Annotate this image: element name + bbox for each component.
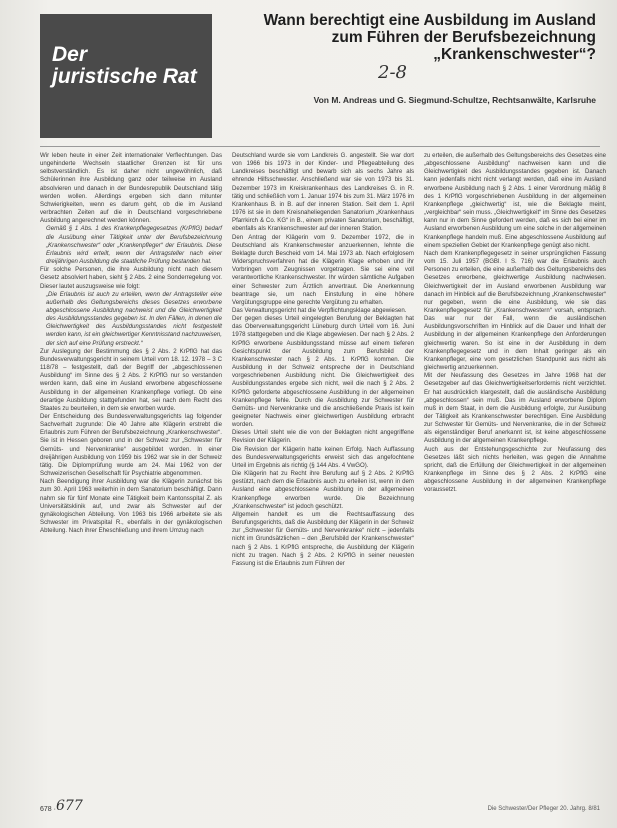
paragraph: Allgemein handelt es um die Rechtsauffassung des Berufungsgerichts, daß die Ausbildung der Klägerin in der Schweiz zur „Schwester für Gemüts- und Nervenkranke“ nicht – jedenfalls nicht im Grundsätzlichen – den „Berufsbild der Krankenschwester“ nach § 2 Abs. 1 KrPflG entspreche, die Ausbildung der Klägerin nicht zu tragen. Nach § 2 Abs. 2 KrPflG in seiner neuesten Fassung ist die Erlaubnis zum Führen der bbox=[232, 510, 414, 567]
paragraph: Die Revision der Klägerin hatte keinen Erfolg. Nach Auffassung des Bundesverwaltungsgerichts erweist sich das angefochtene Urteil im Ergebnis als richtig (§ 144 Abs. 4 VwGO). bbox=[232, 445, 414, 469]
paragraph: Das Verwaltungsgericht hat die Verpflichtungsklage abgewiesen. bbox=[232, 306, 407, 314]
paragraph: Dieses Urteil steht wie die von der Beklagten nicht angegriffene Revision der Klägerin. bbox=[232, 429, 414, 445]
paragraph: Wir leben heute in einer Zeit internationaler Verflechtungen. Das ungehinderte Wechseln staatlicher Grenzen ist für uns selbstverständlich. Es ist daher nicht ungewöhnlich, daß Schülerinnen ihre Ausbildung ganz oder teilweise im Ausland absolvieren und danach in der Bundesrepublik Deutschland tätig werden wollen. Allerdings ergeben sich dann mitunter Schwierigkeiten, wenn es darum geht, ob die im Ausland verbrachten Zeiten auf die in Deutschland vorgeschriebene Ausbildung angerechnet werden können. bbox=[40, 152, 222, 225]
author-byline: Von M. Andreas und G. Siegmund-Schultze, Rechtsanwälte, Karlsruhe bbox=[313, 95, 596, 105]
paragraph: Auch aus der Entstehungsgeschichte zur Neufassung des Gesetzes läßt sich nichts herleiten, was gegen die Annahme spricht, daß die Erfüllung der Gleichwertigkeit in der allgemeinen Krankenpflege im Sinne des § 2 Abs. 2 KrPflG eine abgeschlossene Ausbildung in der allgemeinen Krankenpflege voraussetzt. bbox=[424, 445, 606, 494]
paragraph: Deutschland wurde sie vom Landkreis G. angestellt. Sie war dort von 1966 bis 1973 in der Kinder- und Pflegeabteilung des Landkreises beschäftigt und bewarb sich als sechs Jahre als ehrende Hilfsschwester. Anschließend war sie von 1973 bis 31. Dezember 1973 im Kreiskrankenhaus des Landkreises G. in R. tätig und schließlich vom 1. Januar 1974 bis zum 31. März 1976 im Krankenhaus B. in B. auf der inneren Station. Seit dem 1. April 1976 ist sie in dem Kreisnaheliegenden Sanatorium „Krankenhaus Pfarrkirch & Co. KG“ in B., einem privaten Sanatorium, beschäftigt, ebenfalls als Krankenschwester auf der inneren Station. bbox=[232, 152, 414, 233]
page-number: 678 · bbox=[40, 806, 56, 813]
paragraph: Nach dem Krankenpflegegesetz in seiner ursprünglichen Fassung vom 15. Juli 1957 (BGBl. I S. 716) war die Erlaubnis auch Personen zu erteilen, die eine außerhalb des Geltungsbereichs des Gesetzes erworbene, gleichwertige Ausbildung nachwiesen. Gleichwertigkeit der im Ausland erworbenen Ausbildung war danach im Hinblick auf die Berufsbezeichnung „Krankenschwester“ nur gegeben, wenn die eine Ausbildung, wie sie das Krankenpflegegesetz für „Krankenschwestern“ vorsah, entsprach. Das war nur der Fall, wenn die ausländischen Ausbildungsvorschriften im Hinblick auf die Dauer und Inhalt der Ausbildung in der allgemeinen Krankenpflege den Anforderungen gleichwertig waren. So ist eine in der Ausbildung in dem Krankenpflegegesetz und in dem Inhalt geringer als ein Krankenpfleger, eine vom gesetzlichen Standpunkt aus nicht als gleichwertig anzuerkennen. bbox=[424, 249, 606, 372]
rubric-title: Der juristische Rat bbox=[52, 43, 197, 88]
paragraph: Der Entscheidung des Bundesverwaltungsgerichts lag folgender Sachverhalt zugrunde: Die 40 Jahre alte Klägerin erstrebt die Erlaubnis zum Führen der Berufsbezeichnung „Krankenschwester“. Sie ist in Hessen geboren und in der Schweiz zur „Schwester für Gemüts- und Nervenkranke“ ausgebildet worden. In einer dreijährigen Ausbildung von 1959 bis 1962 war sie in der Schweiz tätig. Die Diplomprüfung wurde am 24. Mai 1962 von der Schweizerischen Gesellschaft für Psychiatrie abgenommen. bbox=[40, 413, 222, 478]
paragraph: zu erteilen, die außerhalb des Geltungsbereichs des Gesetzes eine „abgeschlossene Ausbildung“ nachweisen kann und die Gleichwertigkeit des Ausbildungsstandes gegeben ist. Danach kann jedenfalls nicht nicht verlangt werden, daß eine im Ausland erworbene Ausbildung nach § 2 Abs. 1 einer Verordnung mäßig 8 des 1 KrPflG vorgeschriebenen Ausbildung in der allgemeinen Krankenpflege „gleichwertig“ ist, wie die Beklagte meint, „vergleichbar“ sein muss. „Gleichwertigkeit“ im Sinne des Gesetzes kann nur in dem Sinne gefordert werden, daß es sich bei einer im Ausland erworbenen Ausbildung um eine solche in der allgemeinen Krankenpflege handeln muß. Eine abgeschlossene Ausbildung auf einem speziellen Gebiet der Krankenpflege genügt also nicht. bbox=[424, 152, 606, 249]
text-column-3 bbox=[424, 152, 606, 495]
paragraph: „Die Erlaubnis ist auch zu erteilen, wenn der Antragsteller eine außerhalb des Geltungsbereichs dieses Gesetzes erworbene abgeschlossene Ausbildung nachweist und die Gleichwertigkeit des Ausbildungsstandes gegeben ist. In den Fällen, in denen die Gleichwertigkeit des Ausbildungsstandes nicht festgestellt werden kann, ist ein gleichwertiger Kenntnisstand nachzuweisen, der sich auf eine Prüfung erstreckt.“ bbox=[46, 290, 222, 347]
paragraph: Zur Auslegung der Bestimmung des § 2 Abs. 2 KrPflG hat das Bundesverwaltungsgericht in seinem Urteil vom 18. 12. 1978 – 3 C 118/78 – festgestellt, daß der Begriff der „abgeschlossenen Ausbildung“ im Sinne des § 2 Abs. 2 KrPflG nur so verstanden werden kann, daß eine im Ausland erworbene abgeschlossene Ausbildung in der allgemeinen Krankenpflege vorliegt. Ob eine derartige Ausbildung stattgefunden hat, sei nach dem Recht des Staates zu beurteilen, in dem sie erworben wurde. bbox=[40, 347, 222, 412]
header-divider bbox=[40, 146, 600, 147]
handwritten-page-number: 677 bbox=[56, 798, 83, 814]
paragraph: Die Klägerin hat zu Recht ihre Berufung auf § 2 Abs. 2 KrPflG gestützt, nach dem die Erlaubnis auch zu erteilen ist, wenn in dem Ausland eine abgeschlossene Ausbildung in der allgemeinen Krankenpflege erworben wurde. Die Bezeichnung „Krankenschwester“ ist jedoch geschützt. bbox=[232, 470, 414, 510]
article-title: Wann berechtigt eine Ausbildung im Ausland zum Führen der Berufsbezeichnung „Krankenschwester“? bbox=[263, 12, 596, 63]
source-citation: Die Schwester/Der Pfleger 20. Jahrg. 8/81 bbox=[487, 806, 600, 812]
text-column-1 bbox=[40, 152, 222, 535]
text-column-2 bbox=[232, 152, 414, 568]
rubric-box bbox=[40, 14, 212, 138]
paragraph: Gemäß § 1 Abs. 1 des Krankenpflegegesetzes (KrPflG) bedarf die Ausübung einer Tätigkeit unter der Berufsbezeichnung „Krankenschwester“ oder „Krankenpfleger“ der Erlaubnis. Diese Erlaubnis wird erteilt, wenn der Antragsteller nach einer dreijährigen Ausbildung die staatliche Prüfung bestanden hat. bbox=[46, 225, 222, 266]
paragraph: Mit der Neufassung des Gesetzes im Jahre 1968 hat der Gesetzgeber auf das Gleichwertigkeitserfordernis nicht verzichtet. Er hat ausdrücklich klargestellt, daß die ausländische Ausbildung „abgeschlossen“ sein muß. Das im Ausland erworbene Diplom muß in dem Staat, in dem die Ausbildung erfolgte, zur Ausübung der Tätigkeit als Krankenschwester berechtigen. Eine Ausbildung zur Schwester für Gemüts- und Nervenkranke, die in der Schweiz als eigenständiger Beruf anerkannt ist, ist keine abgeschlossene Ausbildung in der allgemeinen Krankenpflege. bbox=[424, 372, 606, 445]
paragraph: Den Antrag der Klägerin vom 9. Dezember 1972, die in Deutschland als Krankenschwester anzuerkennen, lehnte die Beklagte durch Bescheid vom 14. Mai 1973 ab. Nach erfolglosem Widerspruchsverfahren hat die Klägerin Klage erhoben und ihr Vorbringen vom Zeugnissen vorgetragen. Sie sei eine voll verantwortliche Krankenschwester. Ihr würden sämtliche Aufgaben einer Schwester zum Ärztlich anvertraut. Die Anerkennung beantrage sie, um nach Einstufung in eine höhere Vergütungsgruppe eine gerechte Vergütung zu erhalten. bbox=[232, 233, 414, 306]
paragraph: Nach Beendigung ihrer Ausbildung war die Klägerin zunächst bis zum 30. April 1963 weiterhin in dem Sanatorium beschäftigt. Dann nahm sie für fünf Monate eine Tätigkeit beim Kantonsspital Z. als Universitätsklinik auf, und zwar als Schwester auf der gynäkologischen Abteilung. Von 1963 bis 1966 arbeitete sie als Schwester im Privatspital R., ebenfalls in der gynäkologischen Abteilung. Nach ihrer Eheschließung und ihrem Umzug nach bbox=[40, 478, 222, 535]
paragraph: Der gegen dieses Urteil eingelegten Berufung der Beklagten hat das Oberverwaltungsgericht Lüneburg durch Urteil vom 16. Juni 1978 stattgegeben und die Klage abgewiesen. Der nach § 2 Abs. 2 KrPflG erworbene Ausbildungsstand müsse auf einem tieferen Gesichtspunkt der Ausbildung zum Berufsbild der Krankenschwester nach § 2 Abs. 1 KrPflG kommen. Die Ausbildung in der Schweiz entspreche der in Deutschland vorgeschriebenen Ausbildung nicht. Die Gleichwertigkeit des Ausbildungsstandes ergebe sich nicht, weil die nach § 2 Abs. 2 KrPflG geforderte abgeschlossene Ausbildung in der allgemeinen Krankenpflege fehle. Durch die Ausbildung zur Schwester für Gemüts- und Nervenkranke und die anschließende Praxis ist kein geeigneter Nachweis einer gleichwertigen Ausbildung erbracht worden. bbox=[232, 315, 414, 429]
handwritten-annotation: 2-8 bbox=[378, 62, 407, 83]
paragraph: Für solche Personen, die ihre Ausbildung nicht nach diesem Gesetz absolviert haben, sieht § 2 Abs. 2 eine Sonderregelung vor. Dieser lautet auszugsweise wie folgt: bbox=[40, 266, 222, 290]
